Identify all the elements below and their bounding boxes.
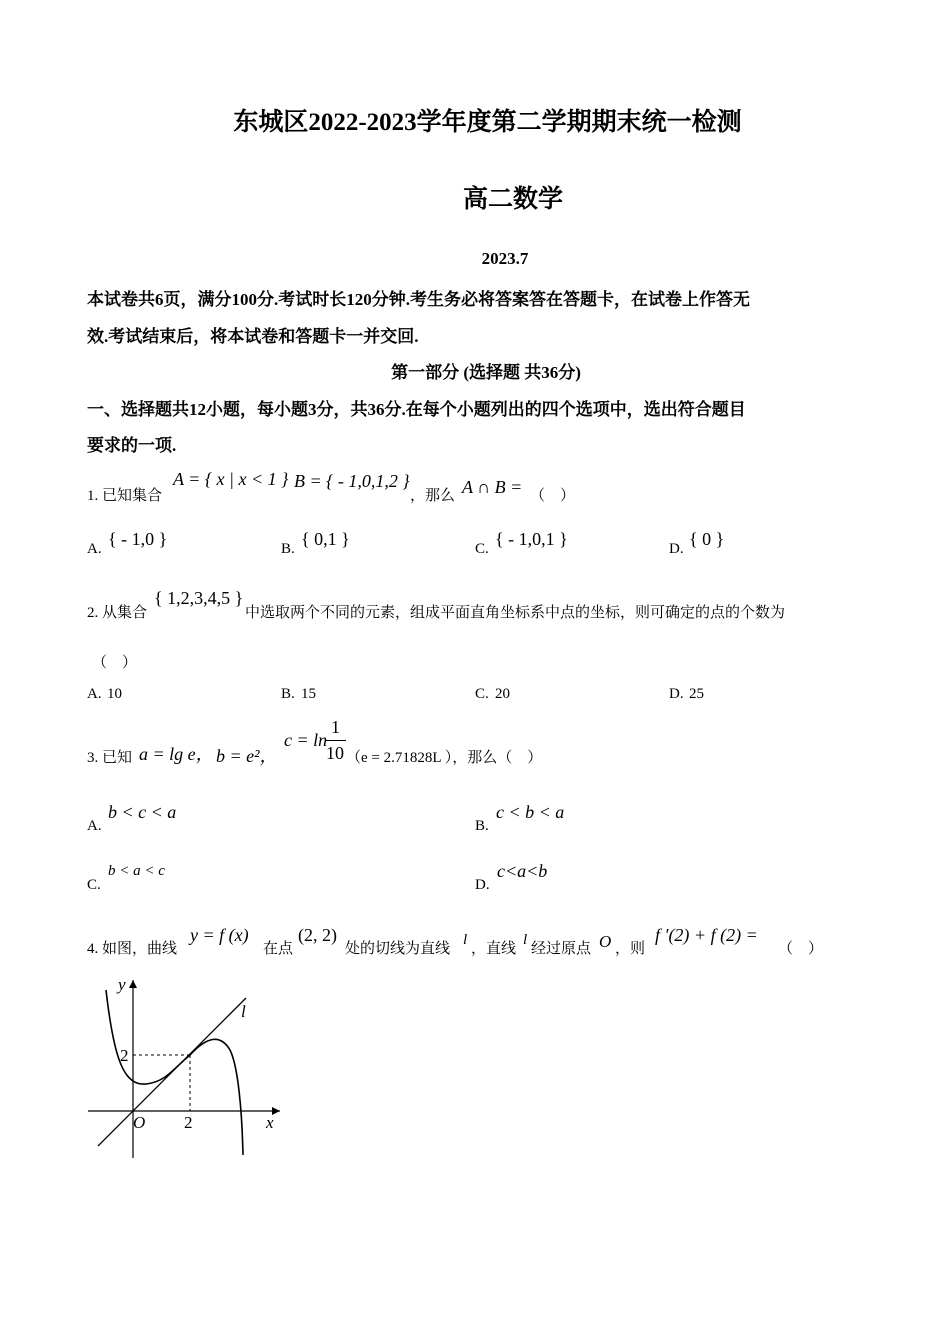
q3-c-lhs: c = ln: [284, 730, 328, 750]
q2-option-b-value[interactable]: 15: [301, 686, 316, 702]
label-tick-x: 2: [184, 1113, 193, 1132]
q1-set-a: A = { x | x < 1 }: [173, 469, 289, 489]
q2-option-a-value[interactable]: 10: [107, 686, 122, 702]
q4-origin-text: 经过原点: [531, 941, 592, 957]
instructions-line-1: 本试卷共6页，满分100分.考试时长120分钟.考生务必将答案答在答题卡，在试卷上作答无: [87, 290, 750, 309]
q4-origin-o: O: [599, 932, 612, 951]
label-tick-y: 2: [120, 1046, 129, 1065]
q4-tangent: 处的切线为直线: [345, 941, 451, 957]
q2-set: { 1,2,3,4,5 }: [154, 588, 244, 608]
q1-option-c-label: C.: [475, 541, 489, 557]
q4-prefix: 4. 如图，曲线: [87, 941, 178, 957]
q2-option-a-label: A.: [87, 686, 102, 702]
q3-c-denominator: 10: [326, 743, 344, 763]
label-y: y: [118, 975, 126, 994]
q3-c-numerator: 1: [331, 717, 340, 737]
q3-note: （e = 2.71828L ），那么（ ）: [346, 750, 543, 766]
q2-option-b-label: B.: [281, 686, 295, 702]
q4-then: ，则: [615, 941, 646, 957]
q3-option-c-label: C.: [87, 877, 101, 893]
q2-text: 中选取两个不同的元素，组成平面直角坐标系中点的坐标，则可确定的点的个数为: [245, 605, 786, 621]
exam-date: 2023.7: [481, 249, 529, 268]
q1-set-b: B = { - 1,0,1,2 }: [294, 471, 410, 491]
section-line-2: 要求的一项.: [87, 436, 177, 455]
q3-a: a = lg e，: [139, 744, 214, 764]
q4-l1: l: [463, 932, 468, 948]
q3-option-a-label: A.: [87, 818, 102, 834]
q1-option-b-value[interactable]: { 0,1 }: [301, 529, 350, 549]
exam-subtitle: 高二数学: [462, 186, 563, 213]
q3-b: b = e²，: [216, 746, 278, 766]
q1-blank: （ ）: [530, 488, 576, 504]
q4-l2: l: [523, 932, 528, 948]
q1-option-a-label: A.: [87, 541, 102, 557]
q3-option-c-value[interactable]: b < a < c: [108, 863, 165, 879]
q4-point: (2, 2): [298, 925, 337, 945]
q3-option-b-label: B.: [475, 818, 489, 834]
q2-option-d-label: D.: [669, 686, 684, 702]
q1-expr: A ∩ B =: [462, 477, 523, 497]
q2-option-d-value[interactable]: 25: [689, 686, 704, 702]
q4-line-text: ，直线: [471, 941, 517, 957]
exam-title: 东城区2022-2023学年度第二学期期末统一检测: [233, 109, 742, 136]
label-origin: O: [133, 1113, 146, 1132]
q4-blank: （ ）: [778, 941, 824, 957]
q4-figure: [80, 970, 300, 1165]
q4-at-point: 在点: [263, 941, 294, 957]
q1-option-a-value[interactable]: { - 1,0 }: [108, 529, 168, 549]
q3-option-d-label: D.: [475, 877, 490, 893]
q1-option-c-value[interactable]: { - 1,0,1 }: [495, 529, 568, 549]
q1-mid: ，那么: [410, 488, 456, 504]
curve-f: [106, 990, 243, 1155]
q2-blank: （ ）: [92, 655, 138, 671]
q4-expr: f ′(2) + f (2) =: [655, 925, 758, 945]
label-line-l: l: [241, 1002, 246, 1021]
q2-prefix: 2. 从集合: [87, 605, 148, 621]
section-line-1: 一、选择题共12小题，每小题3分，共36分.在每个小题列出的四个选项中，选出符合题目: [87, 400, 746, 419]
q1-option-d-label: D.: [669, 541, 684, 557]
label-x: x: [266, 1113, 274, 1132]
part-title: 第一部分 (选择题 共36分): [391, 363, 581, 382]
q2-option-c-label: C.: [475, 686, 489, 702]
q1-option-b-label: B.: [281, 541, 295, 557]
q1-prefix: 1. 已知集合: [87, 488, 163, 504]
q3-option-d-value[interactable]: c<a<b: [497, 861, 548, 881]
q1-option-d-value[interactable]: { 0 }: [689, 529, 725, 549]
q2-option-c-value[interactable]: 20: [495, 686, 510, 702]
instructions-line-2: 效.考试结束后，将本试卷和答题卡一并交回.: [87, 327, 419, 346]
q3-option-b-value[interactable]: c < b < a: [496, 802, 565, 822]
q3-prefix: 3. 已知: [87, 750, 133, 766]
q3-option-a-value[interactable]: b < c < a: [108, 802, 177, 822]
y-axis-arrow-icon: [129, 980, 137, 988]
q4-curve: y = f (x): [190, 925, 249, 945]
q3-fraction-bar: [326, 740, 346, 741]
